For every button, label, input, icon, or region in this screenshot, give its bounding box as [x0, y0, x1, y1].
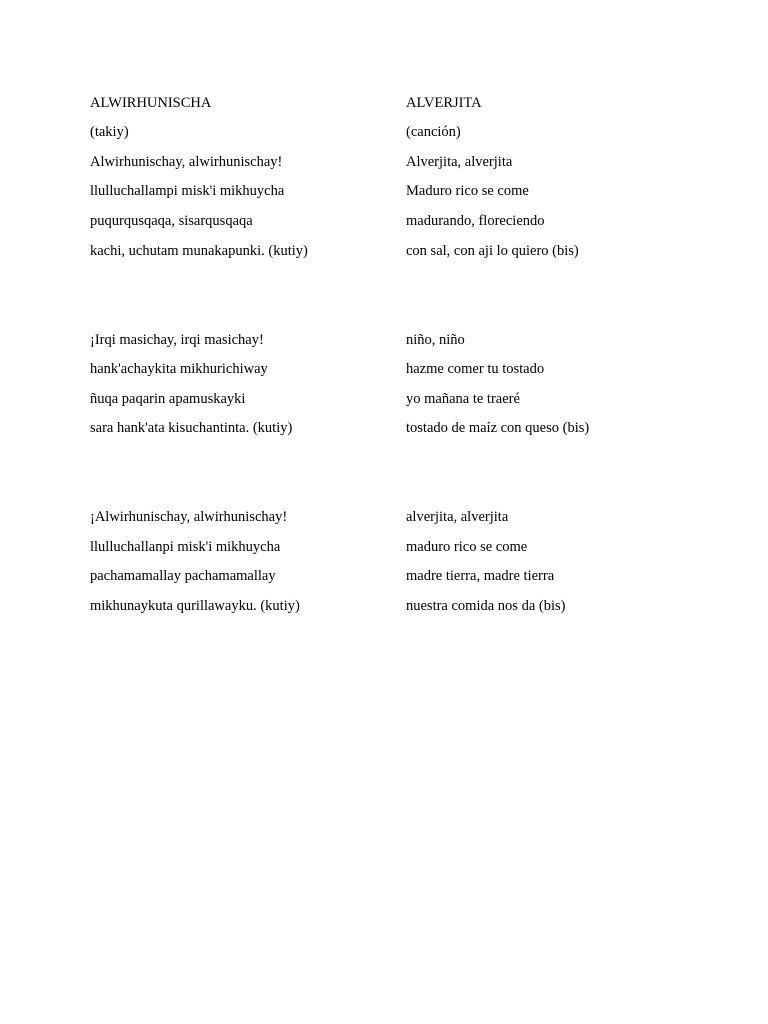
verse-line: nuestra comida nos da (bis): [406, 598, 566, 614]
song-title-spanish: ALVERJITA: [406, 95, 482, 111]
verse-line: puqurqusqaqa, sisarqusqaqa: [90, 213, 253, 229]
verse-line: llulluchallampi misk'i mikhuycha: [90, 183, 285, 199]
verse-line: alverjita, alverjita: [406, 509, 509, 525]
verse-line: ñuqa paqarin apamuskayki: [90, 391, 246, 407]
verse-line: ¡Irqi masichay, irqi masichay!: [90, 332, 264, 348]
verse-line: maduro rico se come: [406, 539, 528, 555]
verse-line: sara hank'ata kisuchantinta. (kutiy): [90, 420, 293, 436]
verse-line: madre tierra, madre tierra: [406, 568, 555, 584]
verse-line: mikhunaykuta qurillawayku. (kutiy): [90, 598, 300, 614]
verse-line: llulluchallanpi misk'i mikhuycha: [90, 539, 281, 555]
verse-line: tostado de maíz con queso (bis): [406, 420, 590, 436]
verse-line: Alverjita, alverjita: [406, 154, 513, 170]
verse-line: yo mañana te traeré: [406, 391, 520, 407]
song-title-quechua: ALWIRHUNISCHA: [90, 95, 212, 111]
verse-line: pachamamallay pachamamallay: [90, 568, 276, 584]
verse-line: kachi, uchutam munakapunki. (kutiy): [90, 243, 308, 259]
verse-line: madurando, floreciendo: [406, 213, 545, 229]
verse-line: con sal, con aji lo quiero (bis): [406, 243, 579, 259]
verse-line: hank'achaykita mikhurichiway: [90, 361, 268, 377]
song-subtitle-spanish: (canción): [406, 124, 461, 140]
verse-line: hazme comer tu tostado: [406, 361, 545, 377]
song-subtitle-quechua: (takiy): [90, 124, 129, 140]
verse-line: niño, niño: [406, 332, 465, 348]
verse-line: Maduro rico se come: [406, 183, 529, 199]
verse-line: ¡Alwirhunischay, alwirhunischay!: [90, 509, 288, 525]
verse-line: Alwirhunischay, alwirhunischay!: [90, 154, 283, 170]
